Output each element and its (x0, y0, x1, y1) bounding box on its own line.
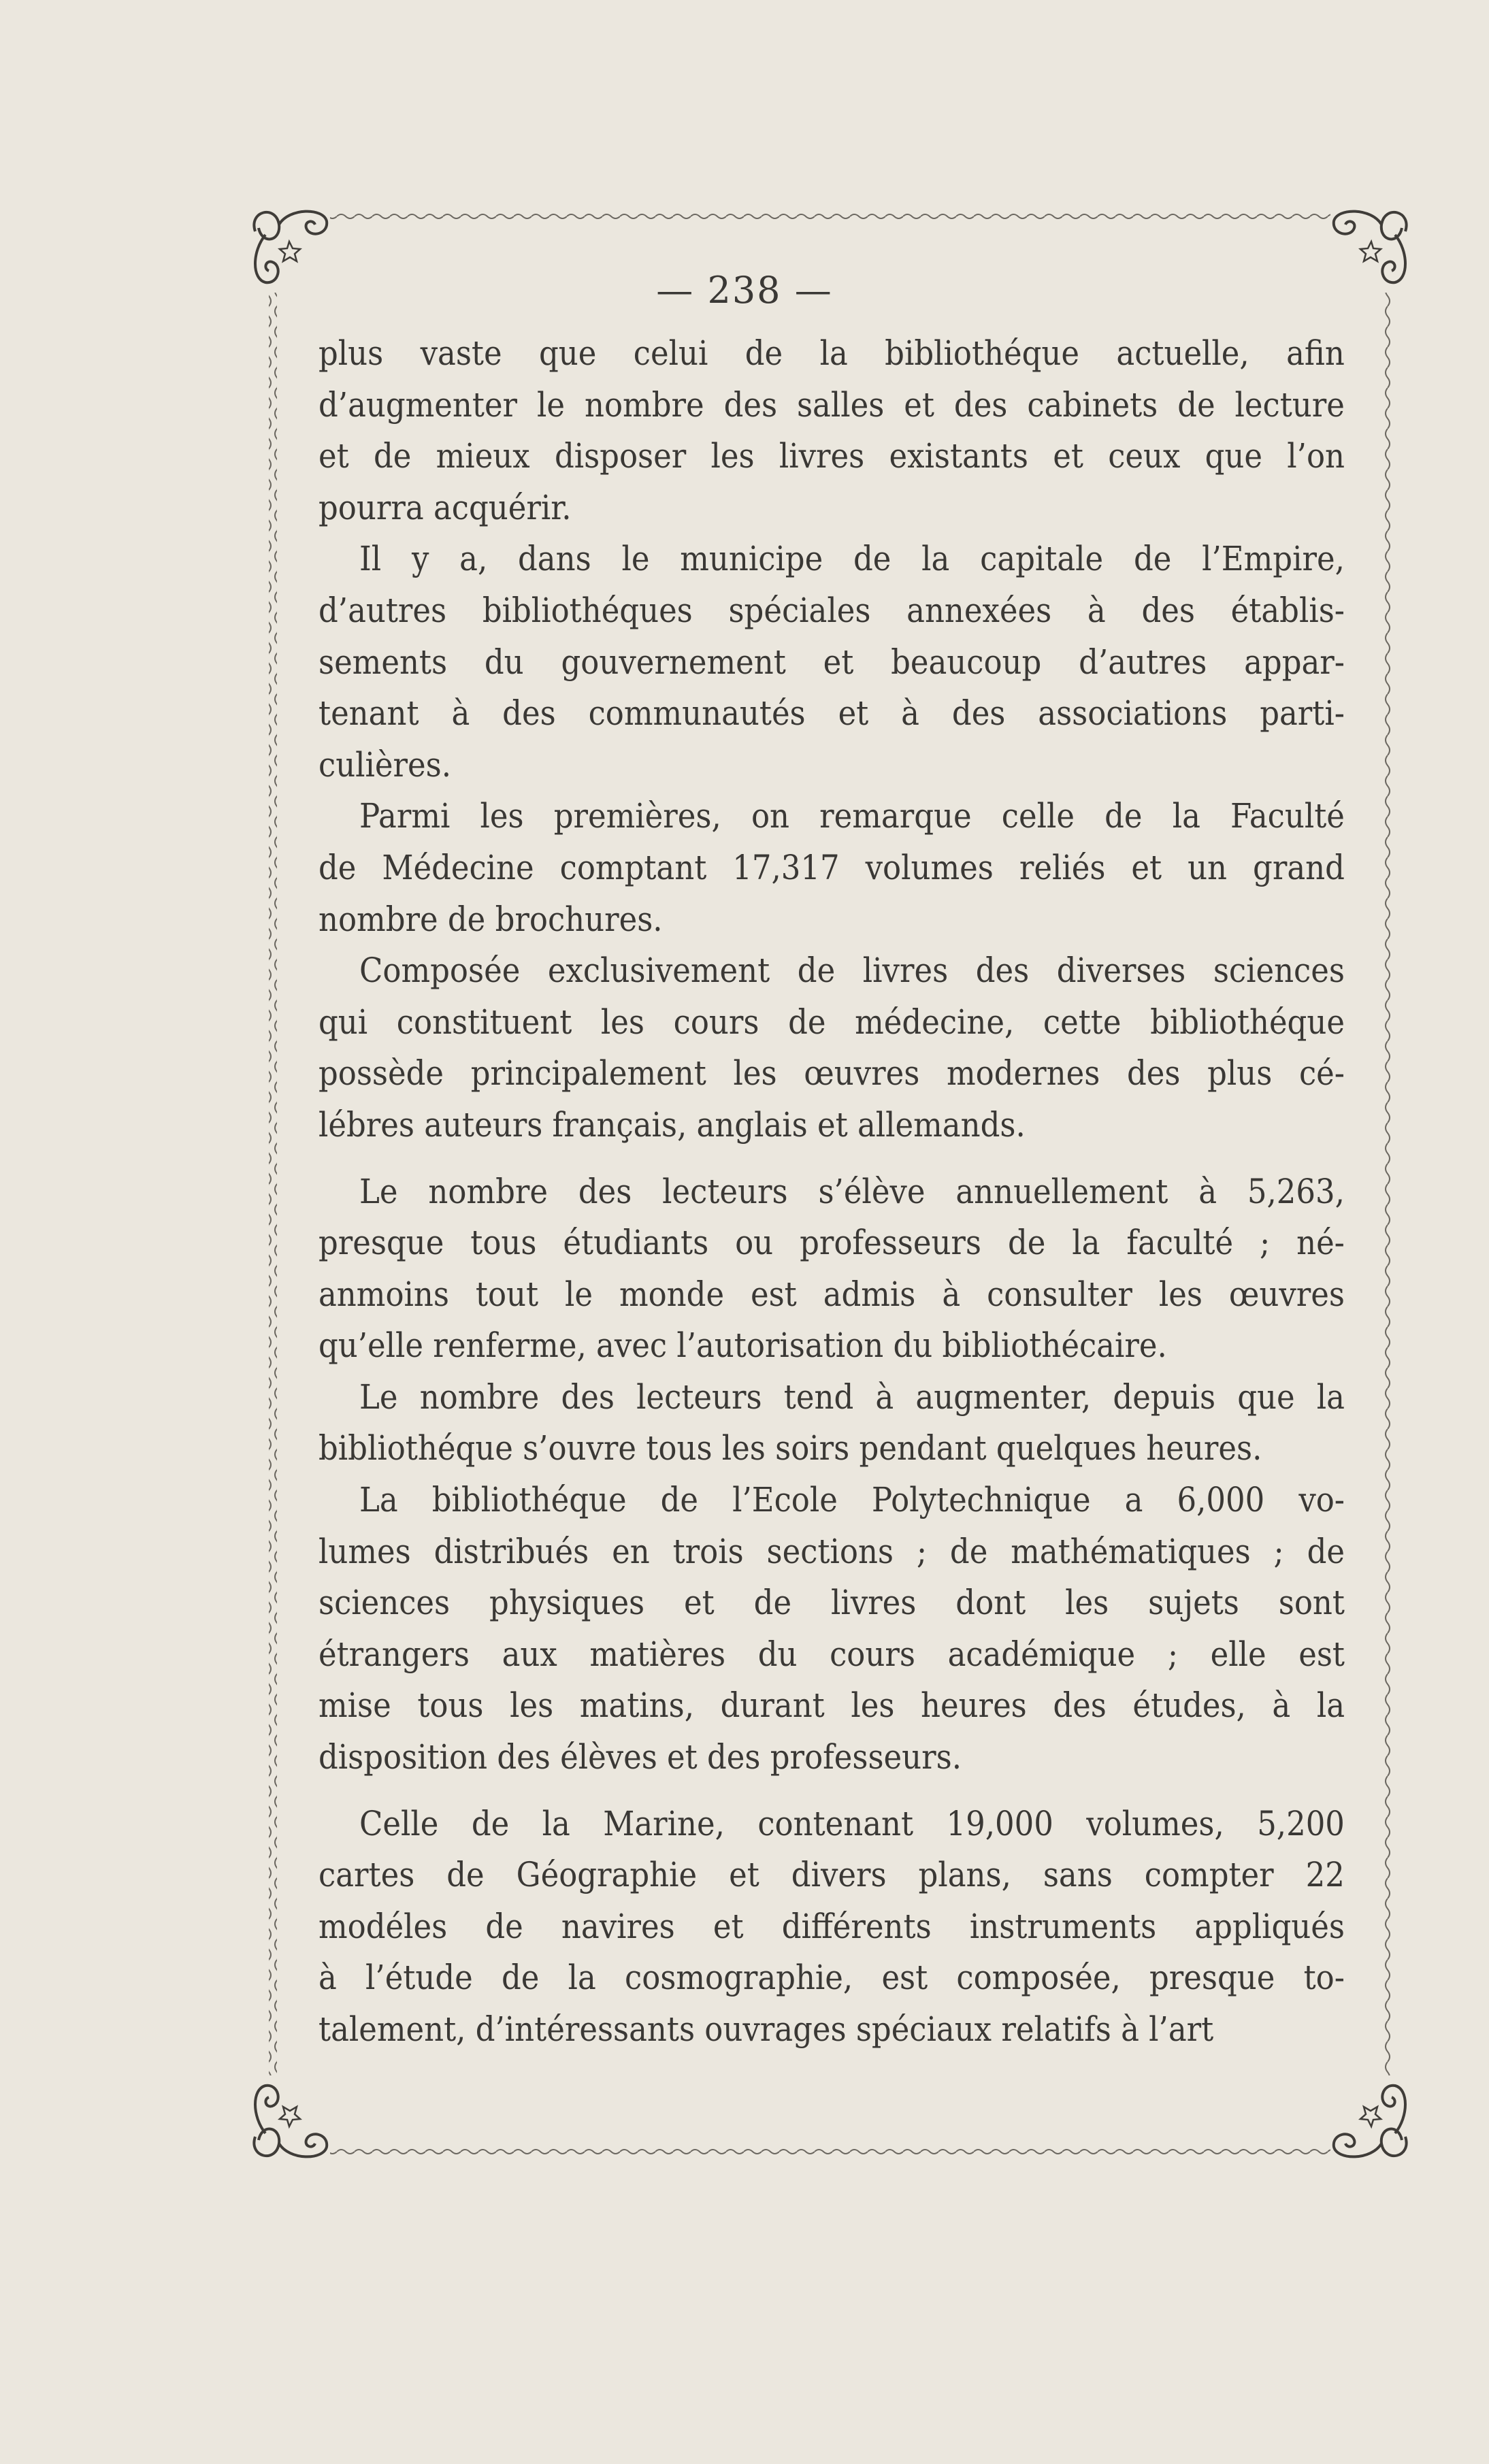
text-line: cartes de Géographie et divers plans, sans compter 22 (318, 1855, 1345, 1895)
text-line: La bibliothéque de l’Ecole Polytechnique a 6,000 vo- (359, 1480, 1345, 1520)
text-line: qu’elle renferme, avec l’autorisation du bibliothécaire. (318, 1326, 1167, 1366)
text-line: bibliothéque s’ouvre tous les soirs pendant quelques heures. (318, 1428, 1262, 1468)
text-line: d’augmenter le nombre des salles et des cabinets de lecture (318, 384, 1345, 425)
text-line: modéles de navires et différents instruments appliqués (318, 1906, 1345, 1946)
text-line: qui constituent les cours de médecine, cette bibliothéque (318, 1002, 1345, 1042)
paragraph (318, 1798, 1345, 2056)
text-line: lumes distribués en trois sections ; de mathématiques ; de (318, 1531, 1345, 1571)
text-line: sements du gouvernement et beaucoup d’autres appar- (318, 642, 1345, 682)
text-line: disposition des élèves et des professeurs. (318, 1737, 962, 1777)
text-line: et de mieux disposer les livres existants et ceux que l’on (318, 436, 1345, 476)
text-line: presque tous étudiants ou professeurs de la faculté ; né- (318, 1223, 1345, 1263)
paragraph (318, 1372, 1345, 1475)
text-line: culières. (318, 744, 452, 785)
text-line: talement, d’intéressants ouvrages spéciaux relatifs à l’art (318, 2009, 1214, 2049)
text-line: mise tous les matins, durant les heures des études, à la (318, 1686, 1345, 1726)
paragraph (318, 791, 1345, 945)
text-line: possède principalement les œuvres modernes des plus cé- (318, 1053, 1345, 1094)
text-line: Le nombre des lecteurs s’élève annuellement à 5,263, (359, 1171, 1345, 1211)
text-line: anmoins tout le monde est admis à consulter les œuvres (318, 1274, 1345, 1314)
text-line: tenant à des communautés et à des associations parti- (318, 693, 1345, 734)
text-line: lébres auteurs français, anglais et allemands. (318, 1104, 1026, 1145)
text-line: d’autres bibliothéques spéciales annexées à des établis- (318, 590, 1345, 630)
text-line: de Médecine comptant 17,317 volumes reliés et un grand (318, 847, 1345, 887)
body-text (318, 328, 1345, 2056)
text-line: sciences physiques et de livres dont les sujets sont (318, 1583, 1345, 1623)
text-line: Celle de la Marine, contenant 19,000 volumes, 5,200 (359, 1803, 1345, 1843)
text-line: Le nombre des lecteurs tend à augmenter, depuis que la (359, 1377, 1345, 1417)
paragraph (318, 945, 1345, 1151)
text-line: pourra acquérir. (318, 487, 572, 527)
text-line: étrangers aux matières du cours académique ; elle est (318, 1634, 1345, 1674)
text-line: Il y a, dans le municipe de la capitale de l’Empire, (359, 539, 1345, 579)
paragraph (318, 1475, 1345, 1784)
text-line: plus vaste que celui de la bibliothéque actuelle, afin (318, 333, 1345, 373)
text-line: à l’étude de la cosmographie, est composée, presque to- (318, 1958, 1345, 1998)
paragraph (318, 1166, 1345, 1372)
paragraph (318, 328, 1345, 533)
page-number: — 238 — (656, 269, 833, 312)
text-line: Parmi les premières, on remarque celle de la Faculté (359, 796, 1345, 836)
paragraph (318, 533, 1345, 791)
text-line: nombre de brochures. (318, 899, 663, 939)
text-line: Composée exclusivement de livres des diverses sciences (359, 951, 1345, 991)
